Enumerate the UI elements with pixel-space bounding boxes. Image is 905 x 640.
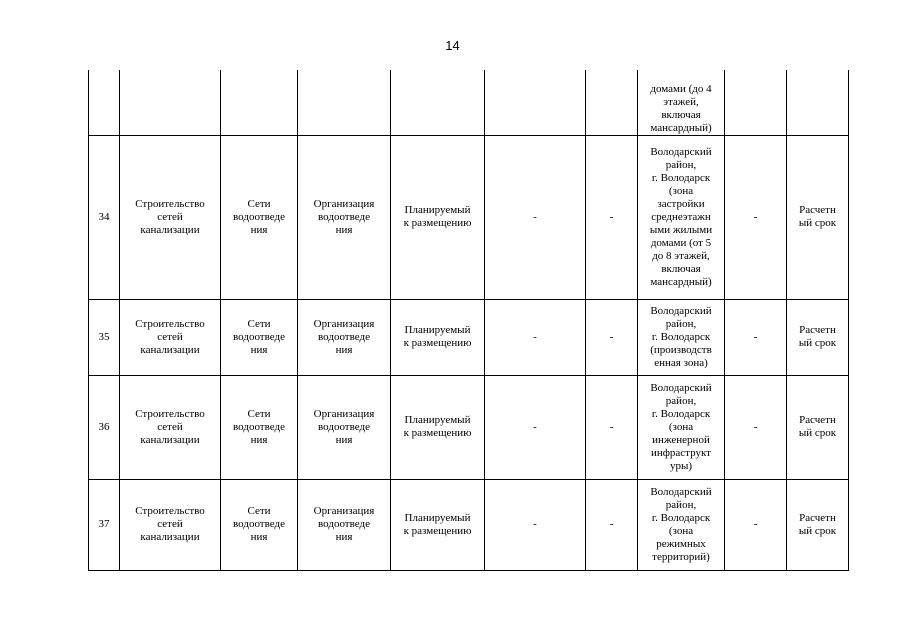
cell-dash: - [586,299,638,375]
cell-dash: - [586,135,638,299]
page-number: 14 [445,38,460,53]
cell-status [391,479,485,570]
cell-object-type [221,135,298,299]
cell-empty [298,70,391,135]
cell-term [787,135,849,299]
term-text: Расчетн ый срок [798,511,837,537]
purpose-text: Организация водоотведе ния [313,505,375,543]
cell-term [787,375,849,479]
cell-empty [391,70,485,135]
cell-location [638,135,725,299]
object-name-text: Строительство сетей канализации [135,197,205,236]
object-type-text: Сети водоотведе ния [233,317,285,356]
term-text: Расчетн ый срок [798,324,837,349]
location-text: Володарский район, г. Володарск (зона застройки среднеэтажн ыми жилыми домами (от 5 до 8 этажей, включая мансардный) [649,145,713,288]
object-type-text: Сети водоотведе ния [233,197,285,236]
term-text: Расчетн ый срок [798,204,837,229]
cell-number: 35 [89,299,120,375]
cell-dash: - [485,135,586,299]
cell-term [787,479,849,570]
cell-dash: - [586,375,638,479]
cell-object-name [120,135,221,299]
table-row [89,375,849,479]
cell-number: 36 [89,375,120,479]
purpose-text: Организация водоотведе ния [313,407,375,446]
cell-number: 37 [89,479,120,570]
status-text: Планируемый к размещению [403,511,472,537]
cell-number: 34 [89,135,120,299]
cell-empty [221,70,298,135]
table-row [89,479,849,570]
cell-empty [586,70,638,135]
object-type-text: Сети водоотведе ния [233,407,285,446]
cell-term [787,299,849,375]
cell-object-type [221,299,298,375]
object-name-text: Строительство сетей канализации [135,317,205,356]
location-text: Володарский район, г. Володарск (зона режимных территорий) [650,485,712,563]
cell-dash: - [586,479,638,570]
cell-status [391,299,485,375]
object-type-text: Сети водоотведе ния [233,505,285,543]
cell-dash: - [725,479,787,570]
cell-dash: - [725,135,787,299]
cell-object-name [120,299,221,375]
cell-object-type [221,375,298,479]
term-text: Расчетн ый срок [798,414,837,439]
location-text: Володарский район, г. Володарск (производств енная зона) [650,304,712,369]
purpose-text: Организация водоотведе ния [313,197,375,236]
cell-purpose [298,299,391,375]
cell-purpose [298,135,391,299]
cell-status [391,135,485,299]
cell-dash: - [485,375,586,479]
cell-empty [485,70,586,135]
cell-empty [89,70,120,135]
cell-dash: - [725,299,787,375]
cell-location [638,299,725,375]
status-text: Планируемый к размещению [403,204,472,229]
cell-empty [725,70,787,135]
table-row [89,299,849,375]
cell-status [391,375,485,479]
cell-purpose [298,479,391,570]
cell-object-type [221,479,298,570]
cell-location [638,375,725,479]
cell-location [638,479,725,570]
facilities-table [88,70,849,571]
object-name-text: Строительство сетей канализации [135,505,205,543]
location-text: Володарский район, г. Володарск (зона инженерной инфраструкт уры) [650,381,712,472]
cell-dash: - [485,479,586,570]
cell-empty [787,70,849,135]
cell-purpose [298,375,391,479]
cell-empty [120,70,221,135]
status-text: Планируемый к размещению [403,414,472,439]
cell-location [638,70,725,135]
cell-dash: - [485,299,586,375]
location-text: домами (до 4 этажей, включая мансардный) [650,82,712,134]
cell-object-name [120,479,221,570]
status-text: Планируемый к размещению [403,324,472,349]
table-row [89,135,849,299]
purpose-text: Организация водоотведе ния [313,317,375,356]
table-row-continued [89,70,849,135]
cell-object-name [120,375,221,479]
object-name-text: Строительство сетей канализации [135,407,205,446]
cell-dash: - [725,375,787,479]
